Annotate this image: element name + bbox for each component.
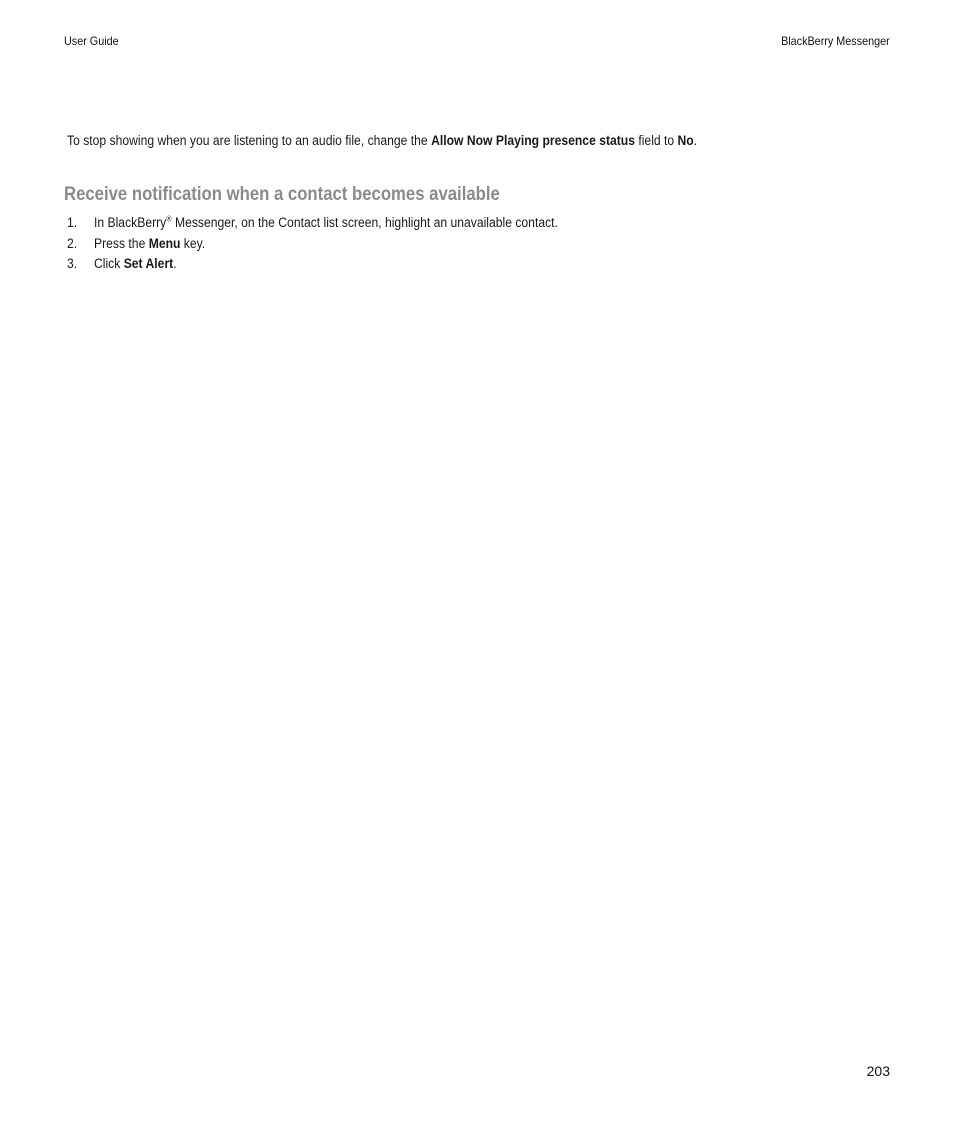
instruction-text-middle: field to — [634, 133, 678, 148]
step-text-after: Messenger, on the Contact list screen, highlight an unavailable contact. — [171, 215, 558, 230]
instruction-text-before: To stop showing when you are listening to an audio file, change the — [67, 133, 432, 148]
step-number: 3. — [67, 256, 78, 271]
step-number: 2. — [67, 235, 78, 251]
step-text — [94, 213, 558, 233]
step-text-after: key. — [180, 235, 206, 251]
step-text-before: Click — [94, 256, 124, 271]
menu-key-label: Menu — [148, 235, 181, 251]
field-name-allow-now-playing: Allow Now Playing presence status — [431, 133, 635, 148]
instruction-text-after: . — [693, 133, 698, 148]
step-number: 1. — [67, 215, 78, 230]
step-text — [94, 234, 205, 254]
running-header-title: User Guide — [64, 34, 119, 48]
step-text-after: . — [173, 256, 177, 271]
registered-mark: ® — [166, 214, 172, 224]
section-heading: Receive notification when a contact becomes available — [64, 184, 500, 205]
step-text-before: Press the — [94, 235, 149, 251]
page-number: 203 — [866, 1063, 890, 1079]
set-alert-label: Set Alert — [123, 256, 174, 271]
now-playing-instruction — [67, 132, 697, 150]
running-header-section: BlackBerry Messenger — [781, 34, 890, 48]
step-text — [94, 254, 177, 274]
step-text-before: In BlackBerry — [94, 215, 167, 230]
field-value-no: No — [677, 133, 694, 148]
